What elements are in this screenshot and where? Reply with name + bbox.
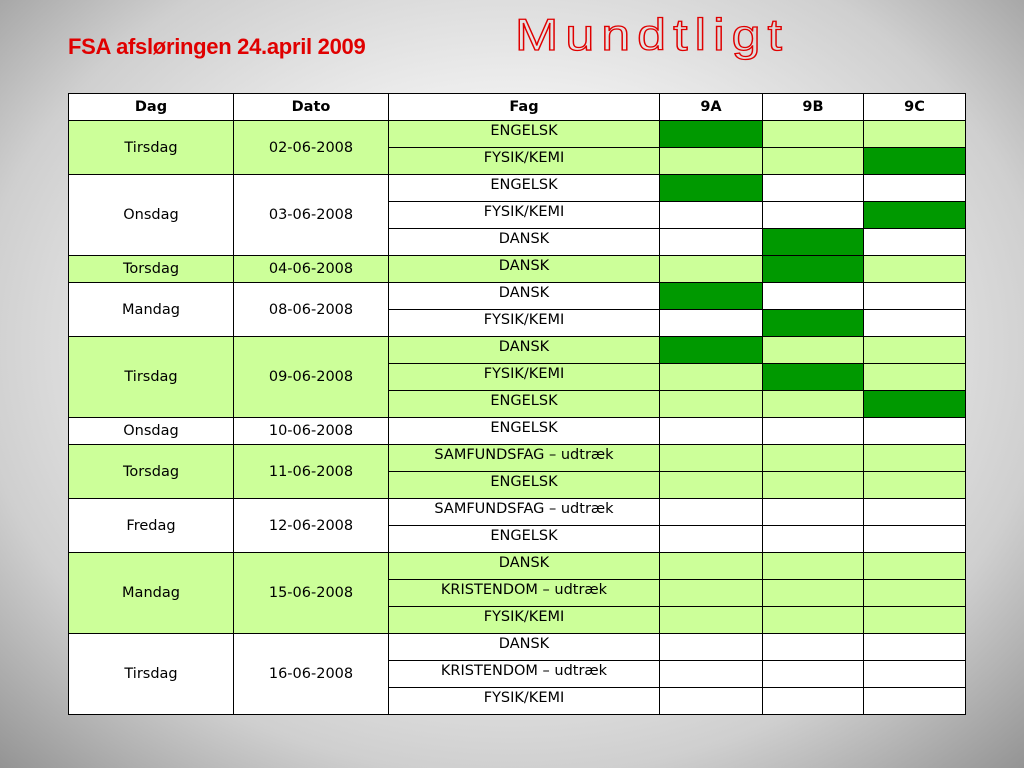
class-9c-cell: [864, 337, 966, 364]
class-9b-cell: [763, 148, 864, 175]
day-cell: Tirsdag: [69, 337, 234, 418]
class-9b-cell: [763, 499, 864, 526]
class-9a-cell: [660, 310, 763, 337]
class-9a-cell: [660, 364, 763, 391]
header-row: [69, 94, 966, 121]
header-dato: Dato: [234, 94, 389, 121]
class-9b-cell: [763, 418, 864, 445]
subject-cell: FYSIK/KEMI: [389, 148, 660, 175]
class-9a-cell: [660, 634, 763, 661]
day-cell: Tirsdag: [69, 121, 234, 175]
table-row: [69, 445, 966, 472]
day-cell: Fredag: [69, 499, 234, 553]
date-cell: 08-06-2008: [234, 283, 389, 337]
class-9a-cell: [660, 256, 763, 283]
day-cell: Mandag: [69, 553, 234, 634]
class-9c-cell: [864, 445, 966, 472]
class-9c-cell: [864, 688, 966, 715]
date-cell: 03-06-2008: [234, 175, 389, 256]
class-9a-cell: [660, 445, 763, 472]
class-9a-cell: [660, 499, 763, 526]
table-row: [69, 121, 966, 148]
class-9a-cell: [660, 526, 763, 553]
date-cell: 04-06-2008: [234, 256, 389, 283]
class-9a-cell: [660, 337, 763, 364]
class-9c-cell: [864, 391, 966, 418]
subject-cell: DANSK: [389, 283, 660, 310]
subject-cell: FYSIK/KEMI: [389, 688, 660, 715]
class-9b-cell: [763, 175, 864, 202]
class-9b-cell: [763, 607, 864, 634]
subject-cell: DANSK: [389, 256, 660, 283]
date-cell: 11-06-2008: [234, 445, 389, 499]
subject-cell: FYSIK/KEMI: [389, 364, 660, 391]
table-row: [69, 337, 966, 364]
schedule-table: [68, 93, 966, 715]
table-row: [69, 499, 966, 526]
date-cell: 16-06-2008: [234, 634, 389, 715]
day-cell: Mandag: [69, 283, 234, 337]
class-9a-cell: [660, 391, 763, 418]
subject-cell: FYSIK/KEMI: [389, 607, 660, 634]
class-9a-cell: [660, 283, 763, 310]
class-9a-cell: [660, 202, 763, 229]
header-9c: 9C: [864, 94, 966, 121]
class-9a-cell: [660, 580, 763, 607]
class-9a-cell: [660, 121, 763, 148]
header-9a: 9A: [660, 94, 763, 121]
subject-cell: ENGELSK: [389, 175, 660, 202]
class-9b-cell: [763, 661, 864, 688]
class-9b-cell: [763, 364, 864, 391]
class-9c-cell: [864, 634, 966, 661]
subject-cell: FYSIK/KEMI: [389, 310, 660, 337]
day-cell: Torsdag: [69, 256, 234, 283]
table-row: [69, 553, 966, 580]
class-9c-cell: [864, 661, 966, 688]
class-9a-cell: [660, 229, 763, 256]
table-body: [69, 121, 966, 715]
class-9c-cell: [864, 202, 966, 229]
class-9b-cell: [763, 121, 864, 148]
class-9b-cell: [763, 472, 864, 499]
class-9b-cell: [763, 445, 864, 472]
table-row: [69, 283, 966, 310]
subject-cell: ENGELSK: [389, 418, 660, 445]
class-9c-cell: [864, 364, 966, 391]
class-9b-cell: [763, 391, 864, 418]
class-9b-cell: [763, 553, 864, 580]
subject-cell: FYSIK/KEMI: [389, 202, 660, 229]
class-9c-cell: [864, 148, 966, 175]
class-9c-cell: [864, 526, 966, 553]
subject-cell: DANSK: [389, 337, 660, 364]
class-9b-cell: [763, 256, 864, 283]
class-9b-cell: [763, 688, 864, 715]
table-row: [69, 256, 966, 283]
day-cell: Torsdag: [69, 445, 234, 499]
date-cell: 15-06-2008: [234, 553, 389, 634]
subject-cell: DANSK: [389, 553, 660, 580]
date-cell: 10-06-2008: [234, 418, 389, 445]
subject-cell: SAMFUNDSFAG – udtræk: [389, 499, 660, 526]
table-row: [69, 418, 966, 445]
subject-cell: ENGELSK: [389, 526, 660, 553]
day-cell: Tirsdag: [69, 634, 234, 715]
class-9c-cell: [864, 229, 966, 256]
day-cell: Onsdag: [69, 175, 234, 256]
class-9b-cell: [763, 202, 864, 229]
subject-cell: ENGELSK: [389, 472, 660, 499]
headline: Mundtligt: [515, 10, 789, 61]
class-9b-cell: [763, 310, 864, 337]
class-9c-cell: [864, 175, 966, 202]
class-9b-cell: [763, 634, 864, 661]
date-cell: 09-06-2008: [234, 337, 389, 418]
day-cell: Onsdag: [69, 418, 234, 445]
class-9a-cell: [660, 688, 763, 715]
class-9c-cell: [864, 256, 966, 283]
class-9c-cell: [864, 553, 966, 580]
header-9b: 9B: [763, 94, 864, 121]
subject-cell: SAMFUNDSFAG – udtræk: [389, 445, 660, 472]
class-9c-cell: [864, 310, 966, 337]
table-row: [69, 175, 966, 202]
subject-cell: DANSK: [389, 229, 660, 256]
class-9a-cell: [660, 661, 763, 688]
class-9c-cell: [864, 283, 966, 310]
class-9c-cell: [864, 418, 966, 445]
date-cell: 12-06-2008: [234, 499, 389, 553]
header-fag: Fag: [389, 94, 660, 121]
class-9b-cell: [763, 283, 864, 310]
table-row: [69, 634, 966, 661]
subject-cell: ENGELSK: [389, 121, 660, 148]
class-9b-cell: [763, 229, 864, 256]
class-9c-cell: [864, 499, 966, 526]
class-9a-cell: [660, 148, 763, 175]
subject-cell: DANSK: [389, 634, 660, 661]
class-9c-cell: [864, 472, 966, 499]
subject-cell: KRISTENDOM – udtræk: [389, 661, 660, 688]
class-9c-cell: [864, 607, 966, 634]
class-9b-cell: [763, 526, 864, 553]
subject-cell: KRISTENDOM – udtræk: [389, 580, 660, 607]
class-9a-cell: [660, 607, 763, 634]
class-9c-cell: [864, 580, 966, 607]
class-9a-cell: [660, 553, 763, 580]
subtitle: FSA afsløringen 24.april 2009: [68, 34, 366, 59]
date-cell: 02-06-2008: [234, 121, 389, 175]
subject-cell: ENGELSK: [389, 391, 660, 418]
class-9a-cell: [660, 418, 763, 445]
class-9a-cell: [660, 472, 763, 499]
class-9c-cell: [864, 121, 966, 148]
header-dag: Dag: [69, 94, 234, 121]
class-9a-cell: [660, 175, 763, 202]
class-9b-cell: [763, 580, 864, 607]
class-9b-cell: [763, 337, 864, 364]
